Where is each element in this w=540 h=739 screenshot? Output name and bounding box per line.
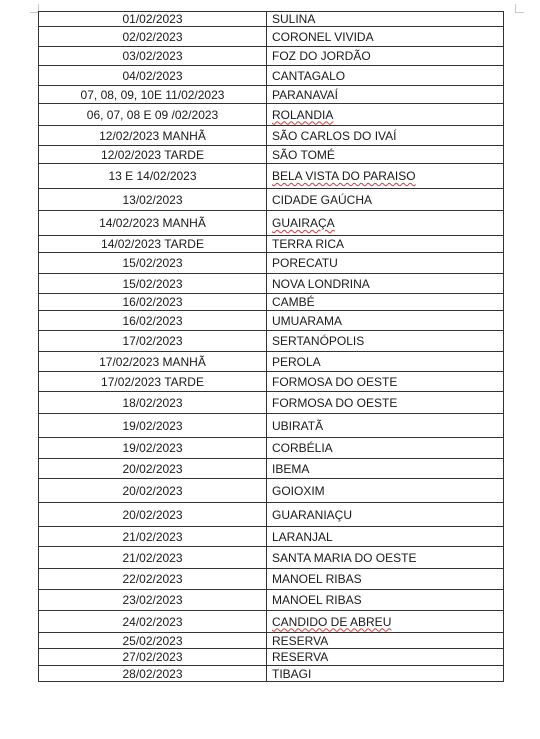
table-row xyxy=(39,164,504,189)
city-name: RESERVA xyxy=(272,633,329,648)
table-row xyxy=(39,27,504,47)
date-cell: 19/02/2023 xyxy=(39,438,267,459)
city-cell xyxy=(267,569,504,590)
city-name: NOVA LONDRINA xyxy=(272,276,370,291)
city-name: SÃO CARLOS DO IVAÍ xyxy=(272,128,397,143)
table-row xyxy=(39,459,504,479)
date-cell: 20/02/2023 xyxy=(39,459,267,479)
city-name: LARANJAL xyxy=(272,529,333,544)
city-cell xyxy=(267,414,504,438)
date-cell: 18/02/2023 xyxy=(39,392,267,414)
table-row xyxy=(39,253,504,274)
city-name: BELA VISTA DO PARAISO xyxy=(272,169,416,183)
city-cell xyxy=(267,126,504,146)
city-cell xyxy=(267,633,504,649)
city-name: FORMOSA DO OESTE xyxy=(272,374,398,389)
date-cell: 24/02/2023 xyxy=(39,611,267,633)
date-cell: 12/02/2023 TARDE xyxy=(39,146,267,164)
date-cell: 28/02/2023 xyxy=(39,666,267,682)
table-row xyxy=(39,611,504,633)
city-name: CORBÉLIA xyxy=(272,441,333,455)
city-cell xyxy=(267,479,504,503)
table-row xyxy=(39,352,504,372)
table-row xyxy=(39,569,504,590)
date-cell: 01/02/2023 xyxy=(39,12,267,27)
city-cell xyxy=(267,666,504,682)
city-cell xyxy=(267,438,504,459)
table-row xyxy=(39,649,504,666)
city-name: CIDADE GAÚCHA xyxy=(272,192,373,207)
table-row xyxy=(39,633,504,649)
table-row xyxy=(39,146,504,164)
city-cell xyxy=(267,294,504,311)
date-cell: 06, 07, 08 E 09 /02/2023 xyxy=(39,104,267,126)
city-cell xyxy=(267,211,504,236)
table-row xyxy=(39,414,504,438)
date-cell: 13 E 14/02/2023 xyxy=(39,164,267,189)
table-row xyxy=(39,590,504,611)
table-row xyxy=(39,372,504,392)
city-name: CORONEL VIVIDA xyxy=(272,29,374,44)
date-cell: 21/02/2023 xyxy=(39,547,267,569)
city-cell xyxy=(267,392,504,414)
date-cell: 17/02/2023 MANHÃ xyxy=(39,352,267,372)
city-name: SANTA MARIA DO OESTE xyxy=(272,550,417,565)
city-name: RESERVA xyxy=(272,650,329,664)
date-cell: 25/02/2023 xyxy=(39,633,267,649)
table-row xyxy=(39,274,504,294)
city-name: PEROLA xyxy=(272,354,321,369)
date-cell: 21/02/2023 xyxy=(39,527,267,547)
table-row xyxy=(39,527,504,547)
city-cell xyxy=(267,649,504,666)
table-row xyxy=(39,126,504,146)
city-name: PARANAVAÍ xyxy=(272,87,339,102)
date-cell: 23/02/2023 xyxy=(39,590,267,611)
city-cell xyxy=(267,12,504,27)
city-cell xyxy=(267,146,504,164)
table-row xyxy=(39,189,504,211)
city-name: MANOEL RIBAS xyxy=(272,593,362,607)
city-name: CAMBÉ xyxy=(272,295,315,309)
date-cell: 27/02/2023 xyxy=(39,649,267,666)
date-cell: 14/02/2023 MANHÃ xyxy=(39,211,267,236)
table-row xyxy=(39,66,504,86)
city-cell xyxy=(267,47,504,66)
date-cell: 02/02/2023 xyxy=(39,27,267,47)
city-name: MANOEL RIBAS xyxy=(272,572,362,586)
table-row xyxy=(39,503,504,527)
date-cell: 16/02/2023 xyxy=(39,294,267,311)
city-name: TERRA RICA xyxy=(272,237,345,251)
page-corner-mark-right xyxy=(515,4,524,13)
table-row xyxy=(39,12,504,27)
city-cell xyxy=(267,459,504,479)
city-cell xyxy=(267,253,504,274)
city-cell xyxy=(267,352,504,372)
city-cell xyxy=(267,590,504,611)
city-name: SERTANÓPOLIS xyxy=(272,334,365,348)
city-cell xyxy=(267,611,504,633)
date-cell: 12/02/2023 MANHÃ xyxy=(39,126,267,146)
city-cell xyxy=(267,274,504,294)
city-name: UMUARAMA xyxy=(272,313,343,328)
city-name: CANTAGALO xyxy=(272,68,346,83)
city-name: FORMOSA DO OESTE xyxy=(272,395,398,410)
table-row xyxy=(39,104,504,126)
table-row xyxy=(39,47,504,66)
city-cell xyxy=(267,331,504,352)
table-row xyxy=(39,236,504,253)
city-cell xyxy=(267,503,504,527)
date-cell: 22/02/2023 xyxy=(39,569,267,590)
schedule-table-body xyxy=(39,12,504,682)
table-row xyxy=(39,479,504,503)
date-cell: 17/02/2023 xyxy=(39,331,267,352)
table-row xyxy=(39,311,504,331)
table-row xyxy=(39,438,504,459)
table-row xyxy=(39,294,504,311)
city-cell xyxy=(267,164,504,189)
date-cell: 16/02/2023 xyxy=(39,311,267,331)
city-cell xyxy=(267,311,504,331)
table-row xyxy=(39,331,504,352)
city-cell xyxy=(267,236,504,253)
date-cell: 15/02/2023 xyxy=(39,274,267,294)
schedule-table xyxy=(38,11,504,682)
table-row xyxy=(39,211,504,236)
city-name: SÃO TOMÉ xyxy=(272,147,335,162)
date-cell: 19/02/2023 xyxy=(39,414,267,438)
date-cell: 13/02/2023 xyxy=(39,189,267,211)
city-name: UBIRATÃ xyxy=(272,418,324,433)
date-cell: 20/02/2023 xyxy=(39,503,267,527)
city-cell xyxy=(267,104,504,126)
city-cell xyxy=(267,86,504,104)
date-cell: 04/02/2023 xyxy=(39,66,267,86)
city-name: IBEMA xyxy=(272,461,310,476)
city-cell xyxy=(267,547,504,569)
city-cell xyxy=(267,27,504,47)
table-row xyxy=(39,547,504,569)
date-cell: 14/02/2023 TARDE xyxy=(39,236,267,253)
city-name: GUARANIAÇU xyxy=(272,507,353,522)
table-row xyxy=(39,392,504,414)
city-name: TIBAGI xyxy=(272,666,312,681)
city-name: ROLANDIA xyxy=(272,107,334,122)
city-cell xyxy=(267,527,504,547)
city-name: FOZ DO JORDÃO xyxy=(272,49,371,63)
date-cell: 17/02/2023 TARDE xyxy=(39,372,267,392)
table-row xyxy=(39,666,504,682)
city-name: GOIOXIM xyxy=(272,483,325,498)
date-cell: 07, 08, 09, 10E 11/02/2023 xyxy=(39,86,267,104)
city-cell xyxy=(267,66,504,86)
city-cell xyxy=(267,372,504,392)
date-cell: 15/02/2023 xyxy=(39,253,267,274)
city-name: CANDIDO DE ABREU xyxy=(272,614,392,629)
date-cell: 03/02/2023 xyxy=(39,47,267,66)
date-cell: 20/02/2023 xyxy=(39,479,267,503)
city-name: PORECATU xyxy=(272,256,338,270)
city-name: GUAIRAÇA xyxy=(272,216,335,230)
table-row xyxy=(39,86,504,104)
city-cell xyxy=(267,189,504,211)
city-name: SULINA xyxy=(272,12,316,26)
